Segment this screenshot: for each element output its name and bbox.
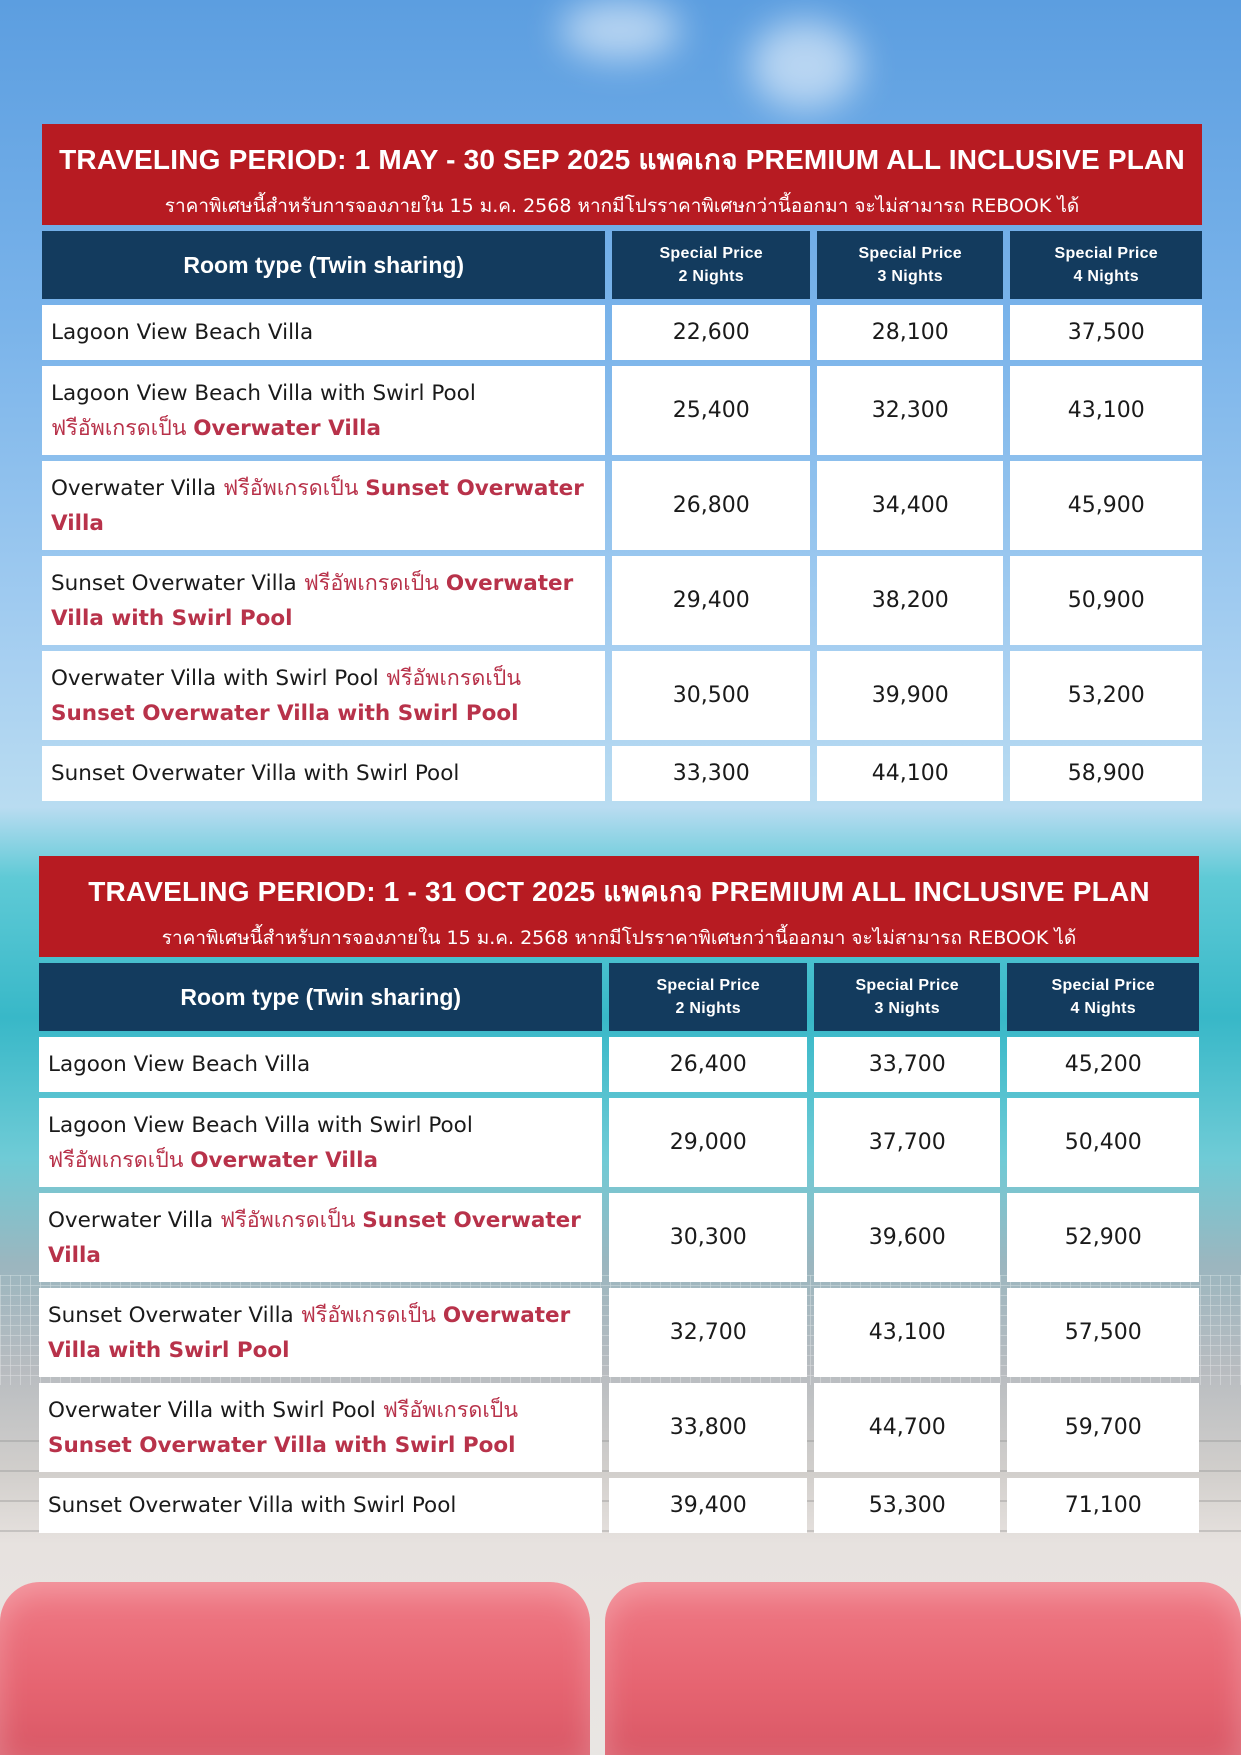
upgrade-room: Overwater Villa with Swirl Pool (51, 570, 574, 631)
price-4-nights: 45,200 (1007, 1037, 1199, 1092)
price-3-nights: 33,700 (814, 1037, 1000, 1092)
price-4-nights: 45,900 (1010, 461, 1202, 550)
table-row (39, 1193, 1199, 1282)
price-2-nights: 32,700 (609, 1288, 807, 1377)
upgrade-text: ฟรีอัพเกรดเป็น (385, 665, 522, 691)
price-table (32, 957, 1206, 1539)
room-name-cell (42, 651, 605, 740)
upgrade-room: Sunset Overwater Villa (51, 475, 584, 536)
period-banner (39, 856, 1199, 957)
room-name: Lagoon View Beach Villa with Swirl Pool (48, 1112, 473, 1138)
price-header-3-nights (817, 231, 1003, 299)
table-row (42, 746, 1202, 801)
price-4-nights: 52,900 (1007, 1193, 1199, 1282)
price-label: Special Price (1054, 245, 1158, 262)
price-header-2-nights (609, 963, 807, 1031)
sunbed-cushion-right (605, 1582, 1241, 1755)
price-2-nights: 30,300 (609, 1193, 807, 1282)
price-2-nights: 22,600 (612, 305, 810, 360)
room-name-cell (42, 556, 605, 645)
price-header-2-nights (612, 231, 810, 299)
period-title: TRAVELING PERIOD: 1 - 31 OCT 2025 แพคเกจ PREMIUM ALL INCLUSIVE PLAN (88, 876, 1150, 907)
room-type-header: Room type (Twin sharing) (42, 231, 605, 299)
table-header-row (42, 231, 1202, 299)
room-name-cell (42, 461, 605, 550)
room-name-cell (39, 1098, 602, 1187)
room-name-cell (39, 1288, 602, 1377)
room-name: Overwater Villa with Swirl Pool (51, 665, 379, 691)
table-row (39, 1478, 1199, 1533)
nights-label: 4 Nights (1070, 1000, 1136, 1017)
price-4-nights: 50,400 (1007, 1098, 1199, 1187)
price-2-nights: 29,400 (612, 556, 810, 645)
price-4-nights: 59,700 (1007, 1383, 1199, 1472)
nights-label: 2 Nights (675, 1000, 741, 1017)
price-2-nights: 33,800 (609, 1383, 807, 1472)
price-header-4-nights (1010, 231, 1202, 299)
room-name: Overwater Villa (48, 1207, 214, 1233)
room-name: Overwater Villa (51, 475, 217, 501)
cloud-decoration (560, 0, 680, 60)
price-3-nights: 44,100 (817, 746, 1003, 801)
upgrade-text: ฟรีอัพเกรดเป็น (303, 570, 440, 596)
price-4-nights: 43,100 (1010, 366, 1202, 455)
price-2-nights: 30,500 (612, 651, 810, 740)
price-2-nights: 26,800 (612, 461, 810, 550)
price-3-nights: 44,700 (814, 1383, 1000, 1472)
price-3-nights: 39,900 (817, 651, 1003, 740)
price-3-nights: 37,700 (814, 1098, 1000, 1187)
table-row (39, 1288, 1199, 1377)
upgrade-room: Overwater Villa (190, 1147, 378, 1173)
table-row (39, 1098, 1199, 1187)
price-3-nights: 39,600 (814, 1193, 1000, 1282)
table-row (42, 366, 1202, 455)
price-4-nights: 50,900 (1010, 556, 1202, 645)
table-row (42, 305, 1202, 360)
room-name: Overwater Villa with Swirl Pool (48, 1397, 376, 1423)
upgrade-room: Sunset Overwater Villa (48, 1207, 581, 1268)
room-name-cell (39, 1383, 602, 1472)
upgrade-text: ฟรีอัพเกรดเป็น (222, 475, 359, 501)
upgrade-text: ฟรีอัพเกรดเป็น (48, 1147, 184, 1173)
price-4-nights: 53,200 (1010, 651, 1202, 740)
room-name: Sunset Overwater Villa (51, 570, 297, 596)
price-3-nights: 53,300 (814, 1478, 1000, 1533)
price-label: Special Price (659, 245, 763, 262)
table-row (42, 651, 1202, 740)
room-name-cell (39, 1478, 602, 1533)
room-name-cell (39, 1193, 602, 1282)
nights-label: 4 Nights (1073, 268, 1139, 285)
upgrade-room: Sunset Overwater Villa with Swirl Pool (51, 700, 519, 726)
price-2-nights: 25,400 (612, 366, 810, 455)
upgrade-text: ฟรีอัพเกรดเป็น (219, 1207, 356, 1233)
upgrade-room: Overwater Villa (193, 415, 381, 441)
booking-condition: ราคาพิเศษนี้สำหรับการจองภายใน 15 ม.ค. 2568 หากมีโปรราคาพิเศษกว่านี้ออกมา จะไม่สามารถ REBOOK ได้ (164, 195, 1080, 217)
room-name-cell (42, 746, 605, 801)
price-4-nights: 57,500 (1007, 1288, 1199, 1377)
price-3-nights: 32,300 (817, 366, 1003, 455)
price-3-nights: 34,400 (817, 461, 1003, 550)
price-4-nights: 37,500 (1010, 305, 1202, 360)
nights-label: 3 Nights (877, 268, 943, 285)
room-name: Sunset Overwater Villa with Swirl Pool (48, 1493, 457, 1518)
room-name: Sunset Overwater Villa (48, 1302, 294, 1328)
table-row (42, 461, 1202, 550)
room-name-cell (42, 366, 605, 455)
price-header-4-nights (1007, 963, 1199, 1031)
room-name: Lagoon View Beach Villa (48, 1052, 311, 1077)
nights-label: 2 Nights (678, 268, 744, 285)
cloud-decoration (750, 20, 860, 110)
price-2-nights: 39,400 (609, 1478, 807, 1533)
period-banner (42, 124, 1202, 225)
room-name: Lagoon View Beach Villa (51, 320, 314, 345)
table-row (39, 1383, 1199, 1472)
price-header-3-nights (814, 963, 1000, 1031)
price-3-nights: 38,200 (817, 556, 1003, 645)
price-label: Special Price (855, 977, 959, 994)
table-row (39, 1037, 1199, 1092)
price-2-nights: 26,400 (609, 1037, 807, 1092)
sunbed-cushion-left (0, 1582, 590, 1755)
price-2-nights: 29,000 (609, 1098, 807, 1187)
price-3-nights: 28,100 (817, 305, 1003, 360)
upgrade-room: Overwater Villa with Swirl Pool (48, 1302, 571, 1363)
room-name: Sunset Overwater Villa with Swirl Pool (51, 761, 460, 786)
upgrade-text: ฟรีอัพเกรดเป็น (51, 415, 187, 441)
price-table-block-1 (42, 124, 1202, 807)
price-4-nights: 58,900 (1010, 746, 1202, 801)
price-table-block-2 (39, 856, 1199, 1539)
nights-label: 3 Nights (874, 1000, 940, 1017)
price-table (35, 225, 1209, 807)
price-label: Special Price (656, 977, 760, 994)
room-name-cell (39, 1037, 602, 1092)
price-3-nights: 43,100 (814, 1288, 1000, 1377)
room-name: Lagoon View Beach Villa with Swirl Pool (51, 380, 476, 406)
room-type-header: Room type (Twin sharing) (39, 963, 602, 1031)
table-header-row (39, 963, 1199, 1031)
price-2-nights: 33,300 (612, 746, 810, 801)
upgrade-room: Sunset Overwater Villa with Swirl Pool (48, 1432, 516, 1458)
table-row (42, 556, 1202, 645)
room-name-cell (42, 305, 605, 360)
price-4-nights: 71,100 (1007, 1478, 1199, 1533)
booking-condition: ราคาพิเศษนี้สำหรับการจองภายใน 15 ม.ค. 2568 หากมีโปรราคาพิเศษกว่านี้ออกมา จะไม่สามารถ REBOOK ได้ (161, 927, 1077, 949)
period-title: TRAVELING PERIOD: 1 MAY - 30 SEP 2025 แพคเกจ PREMIUM ALL INCLUSIVE PLAN (59, 144, 1185, 175)
price-label: Special Price (1051, 977, 1155, 994)
upgrade-text: ฟรีอัพเกรดเป็น (300, 1302, 437, 1328)
upgrade-text: ฟรีอัพเกรดเป็น (382, 1397, 519, 1423)
price-label: Special Price (858, 245, 962, 262)
